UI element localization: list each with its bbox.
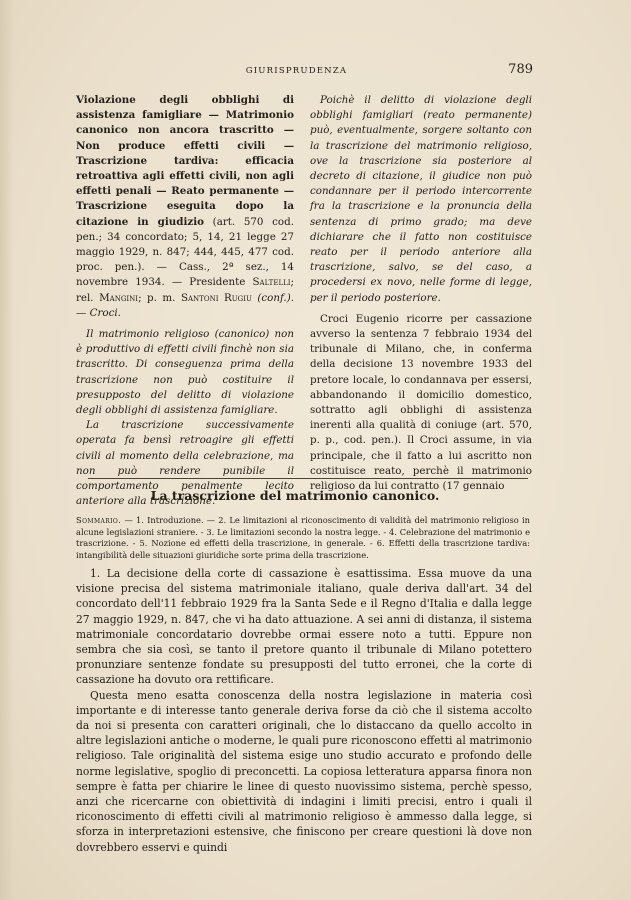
rel-label: ; rel. xyxy=(76,276,294,304)
page-number: 789 xyxy=(508,62,533,77)
right-column xyxy=(310,93,532,494)
article-body xyxy=(76,566,532,855)
pm-label: ; p. m. xyxy=(138,291,176,304)
binding-shadow xyxy=(0,0,14,900)
massima-2: La trascrizione successivamente operata fa bensì retroagire gli effetti civili al momento della celebrazione, ma non può rendere punibile il comportamento penalmente lecito anteriore alla trascrizione. xyxy=(76,419,294,508)
running-title: GIURISPRUDENZA xyxy=(245,66,348,76)
page-header xyxy=(60,62,533,80)
sommario xyxy=(76,515,530,561)
case-headnote xyxy=(76,93,294,321)
left-column xyxy=(76,93,294,509)
article-paragraph-1: 1. La decisione della corte di cassazione è esattissima. Essa muove da una visione precisa del sistema matrimoniale italiano, quale deriva dall'art. 34 del concordato dell'11 febbraio 1929 fra la Santa Sede e il Regno d'Italia e dalla legge 27 maggio 1929, n. 847, che vi ha dato attuazione. A sei anni di distanza, il sistema matrimoniale concordatario dovrebbe ormai essere noto a tutti. Eppure non sembra che sia così, se tanto il pretore quanto il tribunale di Milano potettero pronunziare sentenze fondate su presupposti del tutto erronei, che la corte di cassazione ha dovuto ora rettificare. xyxy=(76,567,532,687)
facts-paragraph: Croci Eugenio ricorre per cassazione avverso la sentenza 7 febbraio 1934 del tribunale di Milano, che, in conferma della decisione 13 novembre 1933 del pretore locale, lo condannava per essersi, abbandonando il domicilio domestico, sottratto agli obblighi di assistenza inerenti alla qualità di coniuge (art. 570, p. p., cod. pen.). Il Croci assume, in via principale, che il fatto a lui ascritto non costituisce reato, perchè il matrimonio religioso da lui contratto (17 gennaio xyxy=(310,312,532,493)
massima-3: Poichè il delitto di violazione degli obblighi famigliari (reato permanente) può, eventualmente, sorgere soltanto con la trascrizione del matrimonio religioso, ove la trascrizione sia posteriore al decreto di citazione, il giudice non può condannare per il periodo intercorrente fra la trascrizione e la pronuncia della sentenza di primo grado; ma deve dichiarare che il fatto non costituisce reato per il periodo anteriore alla trascrizione, salvo, se del caso, a procedersi ex novo, nelle forme di legge, per il periodo posteriore. xyxy=(310,94,532,304)
article-title: La trascrizione del matrimonio canonico. xyxy=(150,488,440,503)
massima-1: Il matrimonio religioso (canonico) non è produttivo di effetti civili finchè non sia trascritto. Di conseguenza prima della trascrizione non può costituire il presupposto del delitto di violazione degli obblighi di assistenza famigliare. xyxy=(76,328,294,417)
rapporteur-name: Mangini xyxy=(99,291,139,304)
headnote-keywords: Violazione degli obblighi di assistenza famigliare — Matrimonio canonico non ancora trascritto — Non produce effetti civili — Trascrizione tardiva: efficacia retroattiva agli effetti civili, non agli effetti penali — Reato permanente — Trascrizione eseguita dopo la citazione in giudizio xyxy=(76,94,294,228)
section-divider xyxy=(88,478,528,479)
headnote-citation: (art. 570 cod. pen.; 34 concordato; 5, 14, 21 legge 27 maggio 1929, n. 847; 444, 445, 477 cod. proc. pen.). — Cass., 2ª sez., 14 novembre 1934. — Presidente xyxy=(76,215,294,289)
article-paragraph-2: Questa meno esatta conoscenza della nostra legislazione in materia così importante e di interesse tanto generale deriva forse da ciò che il sistema accolto da noi si presenta con caratteri originali, che lo distaccano da quello accolto in altre legislazioni antiche o moderne, le quali pure riconoscono effetti al matrimonio religioso. Tale originalità del sistema esige uno studio accurato e profondo delle norme legislative, spoglio di preconcetti. La copiosa letteratura apparsa finora non sempre è fatta per chiarire le linee di questo nuovissimo sistema, perchè spesso, anzi che ricercarne con obiettività di indagini i limiti precisi, entro i quali il riconoscimento di effetti civili al matrimonio religioso è ammesso dalla legge, si sforza in interpretazioni estensive, che finiscono per creare questioni là dove non dovrebbero esservi e quindi xyxy=(76,688,532,854)
pm-conf: (conf.). — Croci. xyxy=(76,291,294,319)
president-name: Saltelli xyxy=(252,276,291,289)
pm-name: Santoni Rugiu xyxy=(180,291,252,304)
sommario-label: Sommario. xyxy=(76,515,122,525)
sommario-text: — 1. Introduzione. — 2. Le limitazioni al riconoscimento di validità del matrimonio religioso in alcune legislazioni straniere. - 3. Le limitazioni secondo la nostra legge. - 4. Celebrazione del matrimonio e trascrizione. - 5. Nozione ed effetti della trascrizione, in generale. - 6. Effetti della trascrizione tardiva: intangibilità delle situazioni giuridiche sorte prima della trascrizione. xyxy=(76,515,530,560)
